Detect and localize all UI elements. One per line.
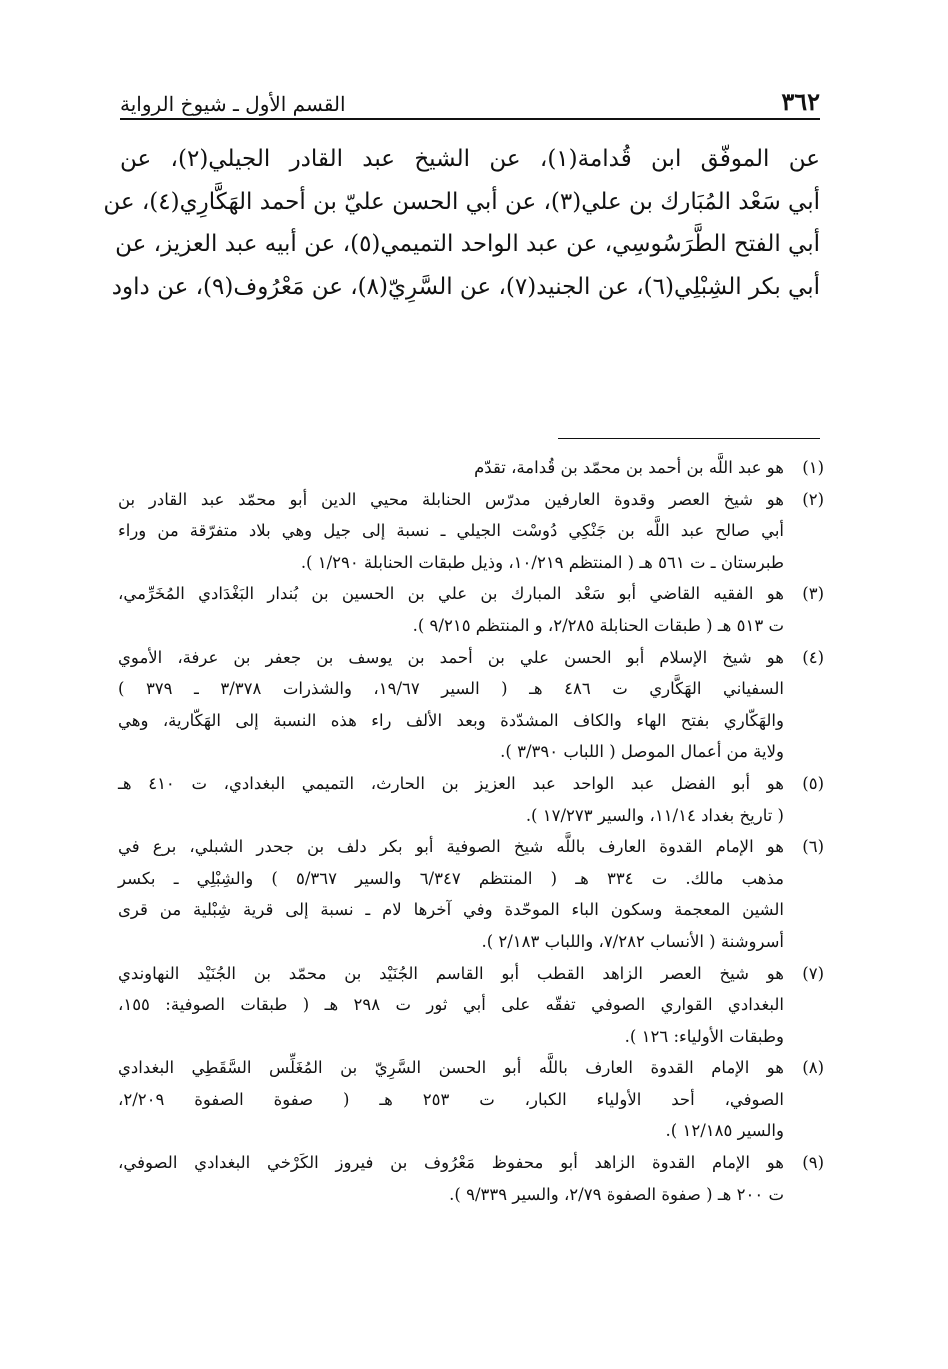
footnote-number: (٥) <box>802 773 824 793</box>
footnote-4 <box>118 642 824 768</box>
footnote-text <box>118 958 784 1053</box>
footnote-7 <box>118 958 824 1053</box>
footnote-line: هو شيخ العصر الزاهد القطب أبو القاسم الجُنَيْد بن محمّد بن الجُنَيْد النهاوندي <box>118 963 784 983</box>
footnote-text <box>118 578 784 641</box>
footnote-line: وطبقات الأولياء: ١٢٦ ). <box>624 1026 784 1046</box>
main-text <box>103 138 820 308</box>
footnote-line: والسير ١٢/١٨٥ ). <box>665 1121 784 1141</box>
footnote-line: ولاية من أعمال الموصل ( اللباب ٣/٣٩٠ ). <box>500 742 784 762</box>
page-number: ٣٦٢ <box>781 87 820 116</box>
page-header <box>120 80 820 116</box>
footnote-9 <box>118 1147 824 1210</box>
footnote-text <box>118 1052 784 1147</box>
footnote-line: هو شيخ العصر وقدوة العارفين مدرّس الحنابلة محيي الدين أبو محمّد عبد القادر بن <box>118 489 784 509</box>
footnote-line: الشين المعجمة وسكون الباء الموحّدة وفي آخرها لام ـ نسبة إلى قرية شِبْلية من قرى <box>118 900 784 920</box>
footnote-number: (٤) <box>802 647 824 667</box>
main-text-line: أبي الفتح الطَّرَسُوسِي، عن عبد الواحد التميمي(٥)، عن أبيه عبد العزيز، عن <box>115 231 820 257</box>
footnote-number: (٦) <box>802 837 824 857</box>
footnote-8 <box>118 1052 824 1147</box>
footnote-line: هو الإمام القدوة العارف باللَّه أبو الحسن السَّرِيّ بن المُغَلِّس السَّقَطِي البغدادي <box>118 1058 784 1078</box>
footnotes <box>118 452 824 1210</box>
footnote-line: البغدادي القواري الصوفي تفقّه على أبي ثور ت ٢٩٨ هـ ( طبقات الصوفية: ١٥٥، <box>118 995 784 1015</box>
footnote-text <box>118 831 784 957</box>
footnote-text <box>118 768 784 831</box>
footnote-line: الصوفي، أحد الأولياء الكبار، ت ٢٥٣ هـ ( صفوة الصفوة ٢/٢٠٩، <box>118 1089 784 1109</box>
footnote-line: ت ٥١٣ هـ ( طبقات الحنابلة ٢/٢٨٥، و المنتظم ٩/٢١٥ ). <box>412 615 784 635</box>
footnote-number: (١) <box>802 458 824 477</box>
footnote-line: هو عبد اللَّه بن أحمد بن محمّد بن قُدامة، تقدّم <box>474 458 784 477</box>
footnote-3 <box>118 578 824 641</box>
footnote-1 <box>118 452 824 484</box>
main-text-line: أبي سَعْد المُبَارك بن علي(٣)، عن أبي الحسن عليّ بن أحمد الهَكَّارِي(٤)، عن <box>103 188 820 215</box>
footnote-text <box>118 642 784 768</box>
footnote-text <box>118 452 784 484</box>
footnote-line: أبي صالح عبد اللَّه بن جَنْكِي دُوسْت الجيلي ـ نسبة إلى جيل وهي بلاد متفرّقة من وراء <box>118 521 784 541</box>
header-rule <box>120 118 820 120</box>
footnote-line: طبرستان ـ ت ٥٦١ هـ ( المنتظم ١٠/٢١٩، وذيل طبقات الحنابلة ١/٢٩٠ ). <box>300 552 784 572</box>
footnote-number: (٨) <box>802 1058 824 1078</box>
footnote-2 <box>118 484 824 579</box>
footnote-line: هو الإمام القدوة الزاهد أبو محفوظ مَعْرُوف بن فيروز الكَرْخي البغدادي الصوفي، <box>118 1153 784 1173</box>
footnote-line: السفياني الهَكَّاري ت ٤٨٦ هـ ( السير ١٩/٦٧، والشذرات ٣/٣٧٨ ـ ٣٧٩ ) <box>118 679 784 699</box>
main-text-line: عن الموفّق ابن قُدامة(١)، عن الشيخ عبد القادر الجيلي(٢)، عن <box>120 146 820 172</box>
footnote-separator <box>558 438 820 439</box>
footnote-line: هو أبو الفضل عبد الواحد عبد العزيز بن الحارث، التميمي البغدادي، ت ٤١٠ هـ <box>118 773 784 793</box>
footnote-number: (٣) <box>802 584 824 604</box>
footnote-line: هو الإمام القدوة العارف باللَّه شيخ الصوفية أبو بكر دلف بن جحدر الشبلي، برع في <box>118 837 784 857</box>
footnote-line: هو الفقيه القاضي أبو سَعْد المبارك بن علي بن الحسين بن بُندار البَغْدَادي المُخَرِّمي، <box>118 584 784 604</box>
footnote-line: والهَكّاري بفتح الهاء والكاف المشدّدة وبعد الألف راء هذه النسبة إلى الهَكّارية، وهي <box>118 710 784 730</box>
footnote-number: (٧) <box>802 963 824 983</box>
running-title: القسم الأول ـ شيوخ الرواية <box>120 92 346 116</box>
footnote-line: هو شيخ الإسلام أبو الحسن علي بن أحمد بن يوسف بن جعفر بن عرفة، الأموي <box>118 647 784 667</box>
footnote-line: مذهب مالك. ت ٣٣٤ هـ ( المنتظم ٦/٣٤٧ والسير ٥/٣٦٧ ) والشِبْلِي ـ بكسر <box>118 868 785 888</box>
footnote-line: أسروشنة ( الأنساب ٧/٢٨٢، واللباب ٢/١٨٣ ). <box>481 931 784 951</box>
footnote-text <box>118 1147 784 1210</box>
footnote-6 <box>118 831 824 957</box>
footnote-line: ت ٢٠٠ هـ ( صفوة الصفوة ٢/٧٩، والسير ٩/٣٣٩ ). <box>449 1184 784 1204</box>
footnote-text <box>118 484 784 579</box>
footnote-number: (٩) <box>802 1153 824 1173</box>
footnote-5 <box>118 768 824 831</box>
footnote-number: (٢) <box>802 489 824 509</box>
main-text-line: أبي بكر الشِبْلِي(٦)، عن الجنيد(٧)، عن السَّرِيّ(٨)، عن مَعْرُوف(٩)، عن داود <box>111 273 820 300</box>
footnote-line: ( تاريخ بغداد ١١/١٤، والسير ١٧/٢٧٣ ). <box>525 805 784 825</box>
